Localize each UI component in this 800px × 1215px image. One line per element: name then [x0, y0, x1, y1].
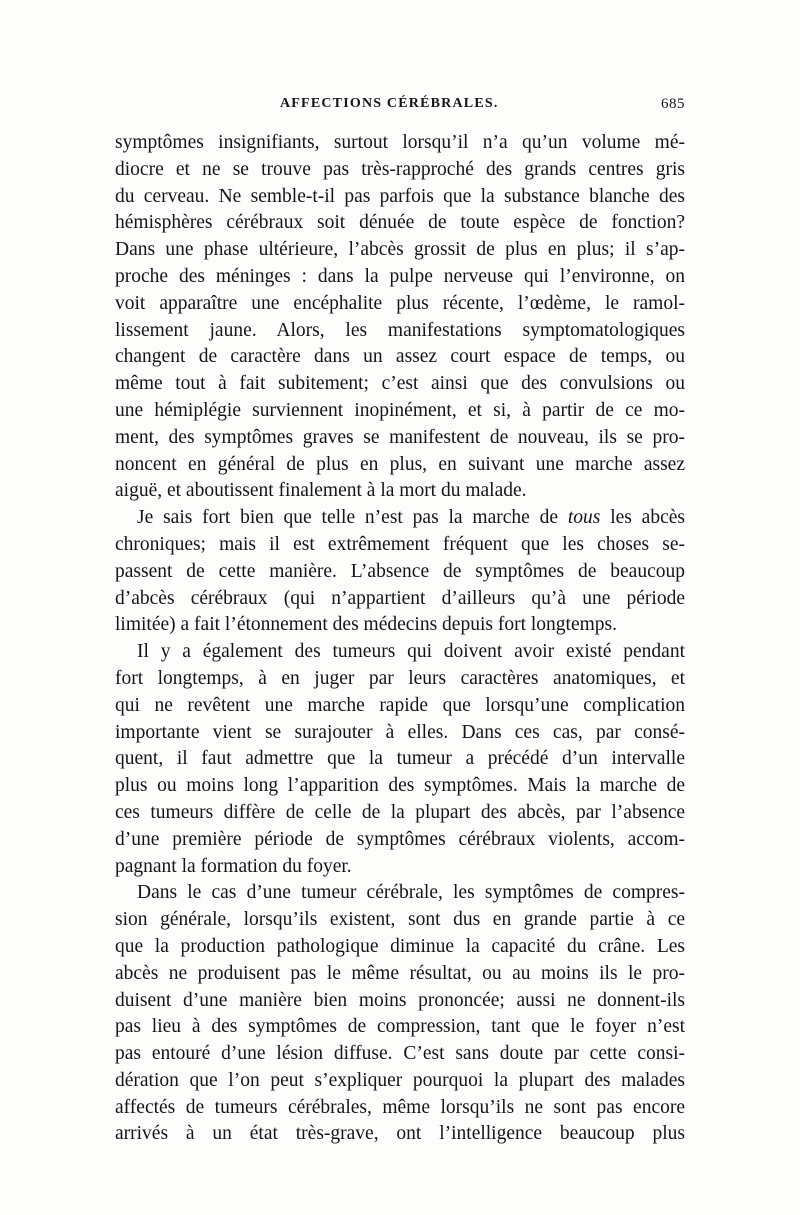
text-line: Il y a également des tumeurs qui doivent avoir existé pendant	[137, 641, 685, 663]
text-line: quent, il faut admettre que la tumeur a précédé d’un intervalle	[115, 748, 685, 770]
text-line: fort longtemps, à en juger par leurs caractères anatomiques, et	[115, 667, 685, 689]
text-line: Dans une phase ultérieure, l’abcès grossit de plus en plus; il s’ap-	[115, 239, 685, 261]
text-line: abcès ne produisent pas le même résultat, ou au moins ils le pro-	[115, 962, 685, 984]
paragraph	[115, 130, 685, 505]
text-line: Dans le cas d’une tumeur cérébrale, les symptômes de compres-	[137, 882, 685, 904]
text-line: du cerveau. Ne semble-t-il pas parfois que la substance blanche des	[115, 185, 685, 207]
running-head	[115, 96, 685, 118]
text-line: pas entouré d’une lésion diffuse. C’est sans doute par cette consi-	[115, 1043, 685, 1065]
text-line: pagnant la formation du foyer.	[115, 855, 352, 877]
text-line: d’abcès cérébraux (qui n’appartient d’ailleurs qu’à une période	[115, 587, 685, 609]
text-line: sion générale, lorsqu’ils existent, sont dus en grande partie à ce	[115, 909, 685, 931]
text-line: duisent d’une manière bien moins prononcée; aussi ne donnent-ils	[115, 989, 685, 1011]
text-line: d’une première période de symptômes cérébraux violents, accom-	[115, 828, 685, 850]
text-line: changent de caractère dans un assez court espace de temps, ou	[115, 346, 685, 368]
text-line: hémisphères cérébraux soit dénuée de toute espèce de fonction?	[115, 212, 685, 234]
text-line: chroniques; mais il est extrêmement fréquent que les choses se-	[115, 533, 685, 555]
running-title: AFFECTIONS CÉRÉBRALES.	[280, 96, 499, 111]
text-line: qui ne revêtent une marche rapide que lorsqu’une complication	[115, 694, 685, 716]
text-line: une hémiplégie surviennent inopinément, et si, à partir de ce mo-	[115, 399, 685, 421]
text-line: pas lieu à des symptômes de compression, tant que le foyer n’est	[115, 1016, 685, 1038]
text-run: Je sais fort bien que telle n’est pas la marche de	[137, 507, 568, 529]
text-line: ment, des symptômes graves se manifestent de nouveau, ils se pro-	[115, 426, 685, 448]
text-line: passent de cette manière. L’absence de symptômes de beaucoup	[115, 560, 685, 582]
body-text	[115, 130, 685, 1148]
text-line: lissement jaune. Alors, les manifestations symptomatologiques	[115, 319, 685, 341]
text-line: ces tumeurs diffère de celle de la plupart des abcès, par l’absence	[115, 801, 685, 823]
paragraph	[115, 880, 685, 1148]
text-line: affectés de tumeurs cérébrales, même lorsqu’ils ne sont pas encore	[115, 1096, 685, 1118]
text-line: noncent en général de plus en plus, en suivant une marche assez	[115, 453, 685, 475]
text-line: importante vient se surajouter à elles. Dans ces cas, par consé-	[115, 721, 685, 743]
paragraph	[115, 505, 685, 639]
page-number: 685	[661, 96, 685, 112]
text-line: arrivés à un état très-grave, ont l’intelligence beaucoup plus	[115, 1123, 685, 1145]
emphasis-word: tous	[567, 507, 601, 529]
text-line: diocre et ne se trouve pas très-rapproché des grands centres gris	[115, 158, 685, 180]
text-line: limitée) a fait l’étonnement des médecins depuis fort longtemps.	[115, 614, 617, 636]
text-line: voit apparaître une encéphalite plus récente, l’œdème, le ramol-	[115, 292, 685, 314]
text-run: les abcès	[600, 507, 685, 529]
text-line: dération que l’on peut s’expliquer pourquoi la plupart des malades	[115, 1069, 685, 1091]
text-line: proche des méninges : dans la pulpe nerveuse qui l’environne, on	[115, 265, 685, 287]
paragraph	[115, 639, 685, 880]
text-line: que la production pathologique diminue la capacité du crâne. Les	[115, 935, 685, 957]
text-line: plus ou moins long l’apparition des symptômes. Mais la marche de	[115, 775, 685, 797]
text-line: aiguë, et aboutissent finalement à la mort du malade.	[115, 480, 527, 502]
text-line	[115, 505, 685, 532]
text-line: symptômes insignifiants, surtout lorsqu’il n’a qu’un volume mé-	[115, 132, 685, 153]
text-line: même tout à fait subitement; c’est ainsi que des convulsions ou	[115, 373, 685, 395]
